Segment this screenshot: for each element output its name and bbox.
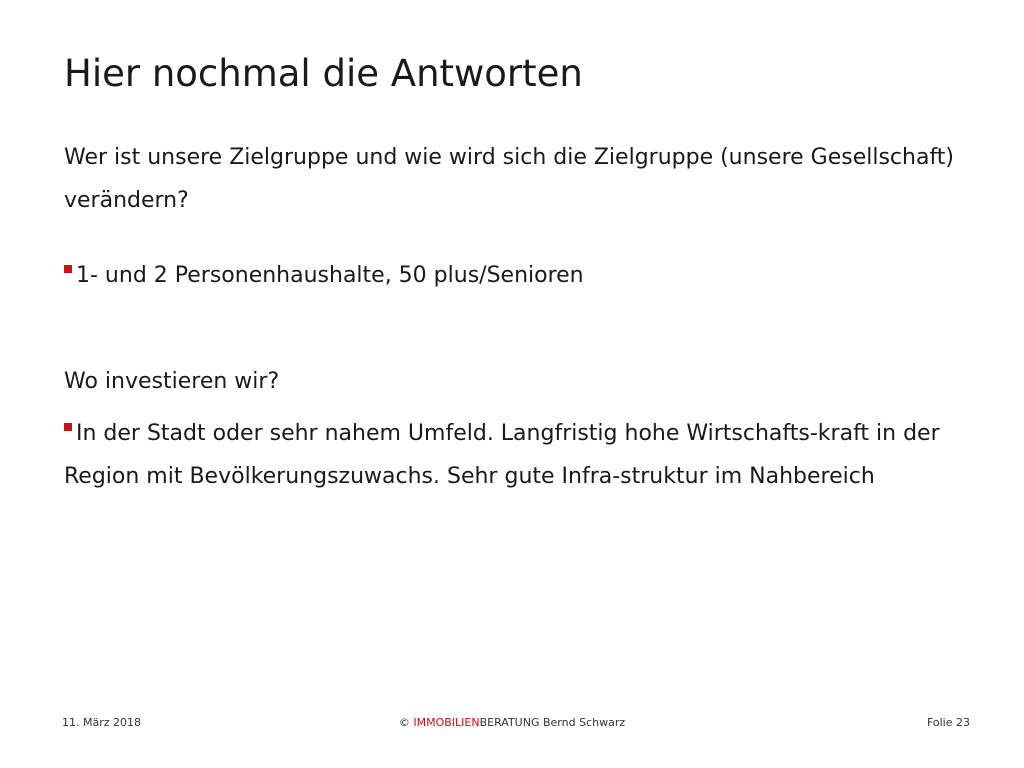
red-square-bullet-icon xyxy=(64,265,72,273)
red-square-bullet-icon xyxy=(64,423,72,431)
footer-page-number: Folie 23 xyxy=(926,716,970,729)
footer-author: Bernd Schwarz xyxy=(542,716,626,729)
question-investieren: Wo investieren wir? xyxy=(64,369,280,394)
answer-zielgruppe xyxy=(64,254,964,297)
brand-beratung: BERATUNG xyxy=(479,716,540,729)
footer-copyright xyxy=(0,716,1024,729)
answer-investieren-text: In der Stadt oder sehr nahem Umfeld. Langfristig hohe Wirtschafts-kraft in der Region mit Bevölkerungszuwachs. Sehr gute Infra-struktur im Nahbereich xyxy=(64,421,940,489)
copyright-symbol: © xyxy=(398,716,410,729)
slide-footer xyxy=(0,716,1024,736)
question-zielgruppe: Wer ist unsere Zielgruppe und wie wird sich die Zielgruppe (unsere Gesellschaft) verändern? xyxy=(64,145,955,213)
slide-title: Hier nochmal die Antworten xyxy=(64,52,583,95)
answer-investieren xyxy=(64,412,964,498)
answer-zielgruppe-text: 1- und 2 Personenhaushalte, 50 plus/Senioren xyxy=(76,263,584,288)
footer-date: 11. März 2018 xyxy=(62,716,142,729)
brand-immobilien: IMMOBILIEN xyxy=(413,716,480,729)
